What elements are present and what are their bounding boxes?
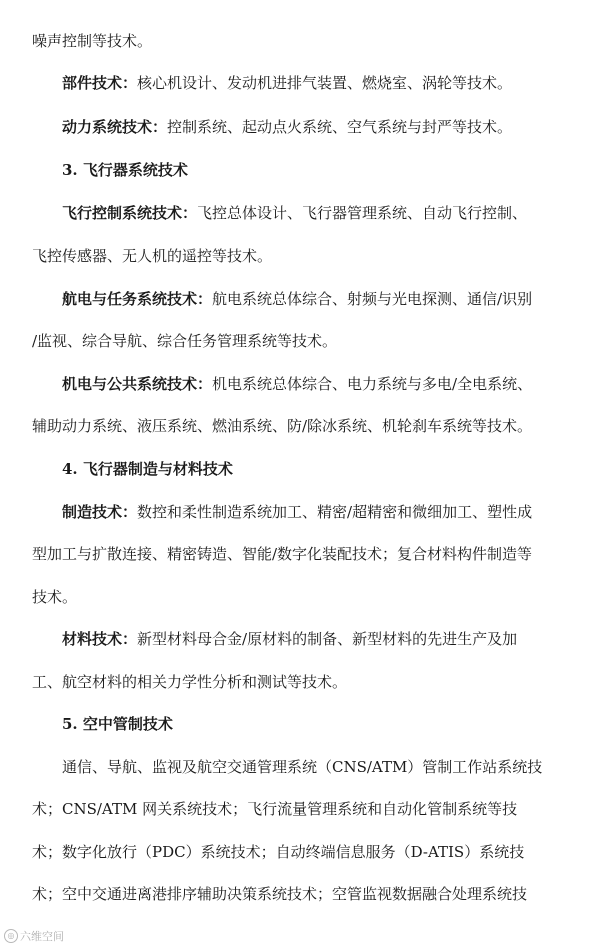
watermark-logo-icon: ◎: [4, 929, 18, 943]
line-text: 辅助动力系统、液压系统、燃油系统、防/除冰系统、机轮刹车系统等技术。: [32, 417, 533, 435]
term-label: 航电与任务系统技术：: [62, 290, 213, 308]
paragraph-line: [32, 415, 532, 437]
line-text: 控制系统、起动点火系统、空气系统与封严等技术。: [167, 118, 513, 136]
line-text: 术；空中交通进离港排序辅助决策系统技术；空管监视数据融合处理系统技: [32, 885, 528, 903]
line-text: 新型材料母合金/原材料的制备、新型材料的先进生产及加: [137, 630, 518, 648]
line-text: 噪声控制等技术。: [32, 32, 153, 50]
paragraph-line: [62, 288, 532, 310]
heading-text: 3. 飞行器系统技术: [62, 161, 188, 179]
paragraph-line: [32, 671, 347, 693]
term-label: 部件技术：: [62, 74, 138, 92]
line-text: 工、航空材料的相关力学性分析和测试等技术。: [32, 673, 348, 691]
paragraph-line: [32, 330, 337, 352]
paragraph-line: [62, 756, 542, 778]
line-text: 数控和柔性制造系统加工、精密/超精密和微细加工、塑性成: [137, 503, 533, 521]
paragraph-line: [62, 501, 532, 523]
paragraph-line: [32, 245, 272, 267]
line-text: 术；CNS/ATM 网关系统技术；飞行流量管理系统和自动化管制系统等技: [32, 800, 518, 818]
line-text: 型加工与扩散连接、精密铸造、智能/数字化装配技术；复合材料构件制造等: [32, 545, 533, 563]
paragraph-line: [32, 30, 152, 52]
heading-text: 4. 飞行器制造与材料技术: [62, 460, 233, 478]
section-heading: [62, 159, 188, 181]
term-label: 制造技术：: [62, 503, 138, 521]
paragraph-line: [62, 628, 517, 650]
line-text: 飞控传感器、无人机的遥控等技术。: [32, 247, 273, 265]
term-label: 机电与公共系统技术：: [62, 375, 213, 393]
paragraph-line: [62, 116, 512, 138]
section-heading: [62, 458, 233, 480]
line-text: /监视、综合导航、综合任务管理系统等技术。: [32, 332, 338, 350]
paragraph-line: [62, 72, 512, 94]
line-text: 技术。: [32, 588, 78, 606]
watermark-text: 六维空间: [20, 930, 64, 943]
line-text: 核心机设计、发动机进排气装置、燃烧室、涡轮等技术。: [137, 74, 513, 92]
paragraph-line: [62, 373, 532, 395]
term-label: 材料技术：: [62, 630, 138, 648]
line-text: 机电系统总体综合、电力系统与多电/全电系统、: [212, 375, 533, 393]
paragraph-line: [32, 883, 527, 905]
line-text: 术；数字化放行（PDC）系统技术；自动终端信息服务（D-ATIS）系统技: [32, 843, 525, 861]
paragraph-line: [32, 841, 524, 863]
line-text: 通信、导航、监视及航空交通管理系统（CNS/ATM）管制工作站系统技: [62, 758, 543, 776]
heading-text: 5. 空中管制技术: [62, 715, 173, 733]
term-label: 飞行控制系统技术：: [62, 204, 198, 222]
paragraph-line: [32, 798, 517, 820]
term-label: 动力系统技术：: [62, 118, 168, 136]
paragraph-line: [62, 202, 527, 224]
line-text: 飞控总体设计、飞行器管理系统、自动飞行控制、: [197, 204, 528, 222]
watermark: [4, 928, 64, 944]
line-text: 航电系统总体综合、射频与光电探测、通信/识别: [212, 290, 533, 308]
section-heading: [62, 713, 173, 735]
paragraph-line: [32, 543, 532, 565]
paragraph-line: [32, 586, 77, 608]
